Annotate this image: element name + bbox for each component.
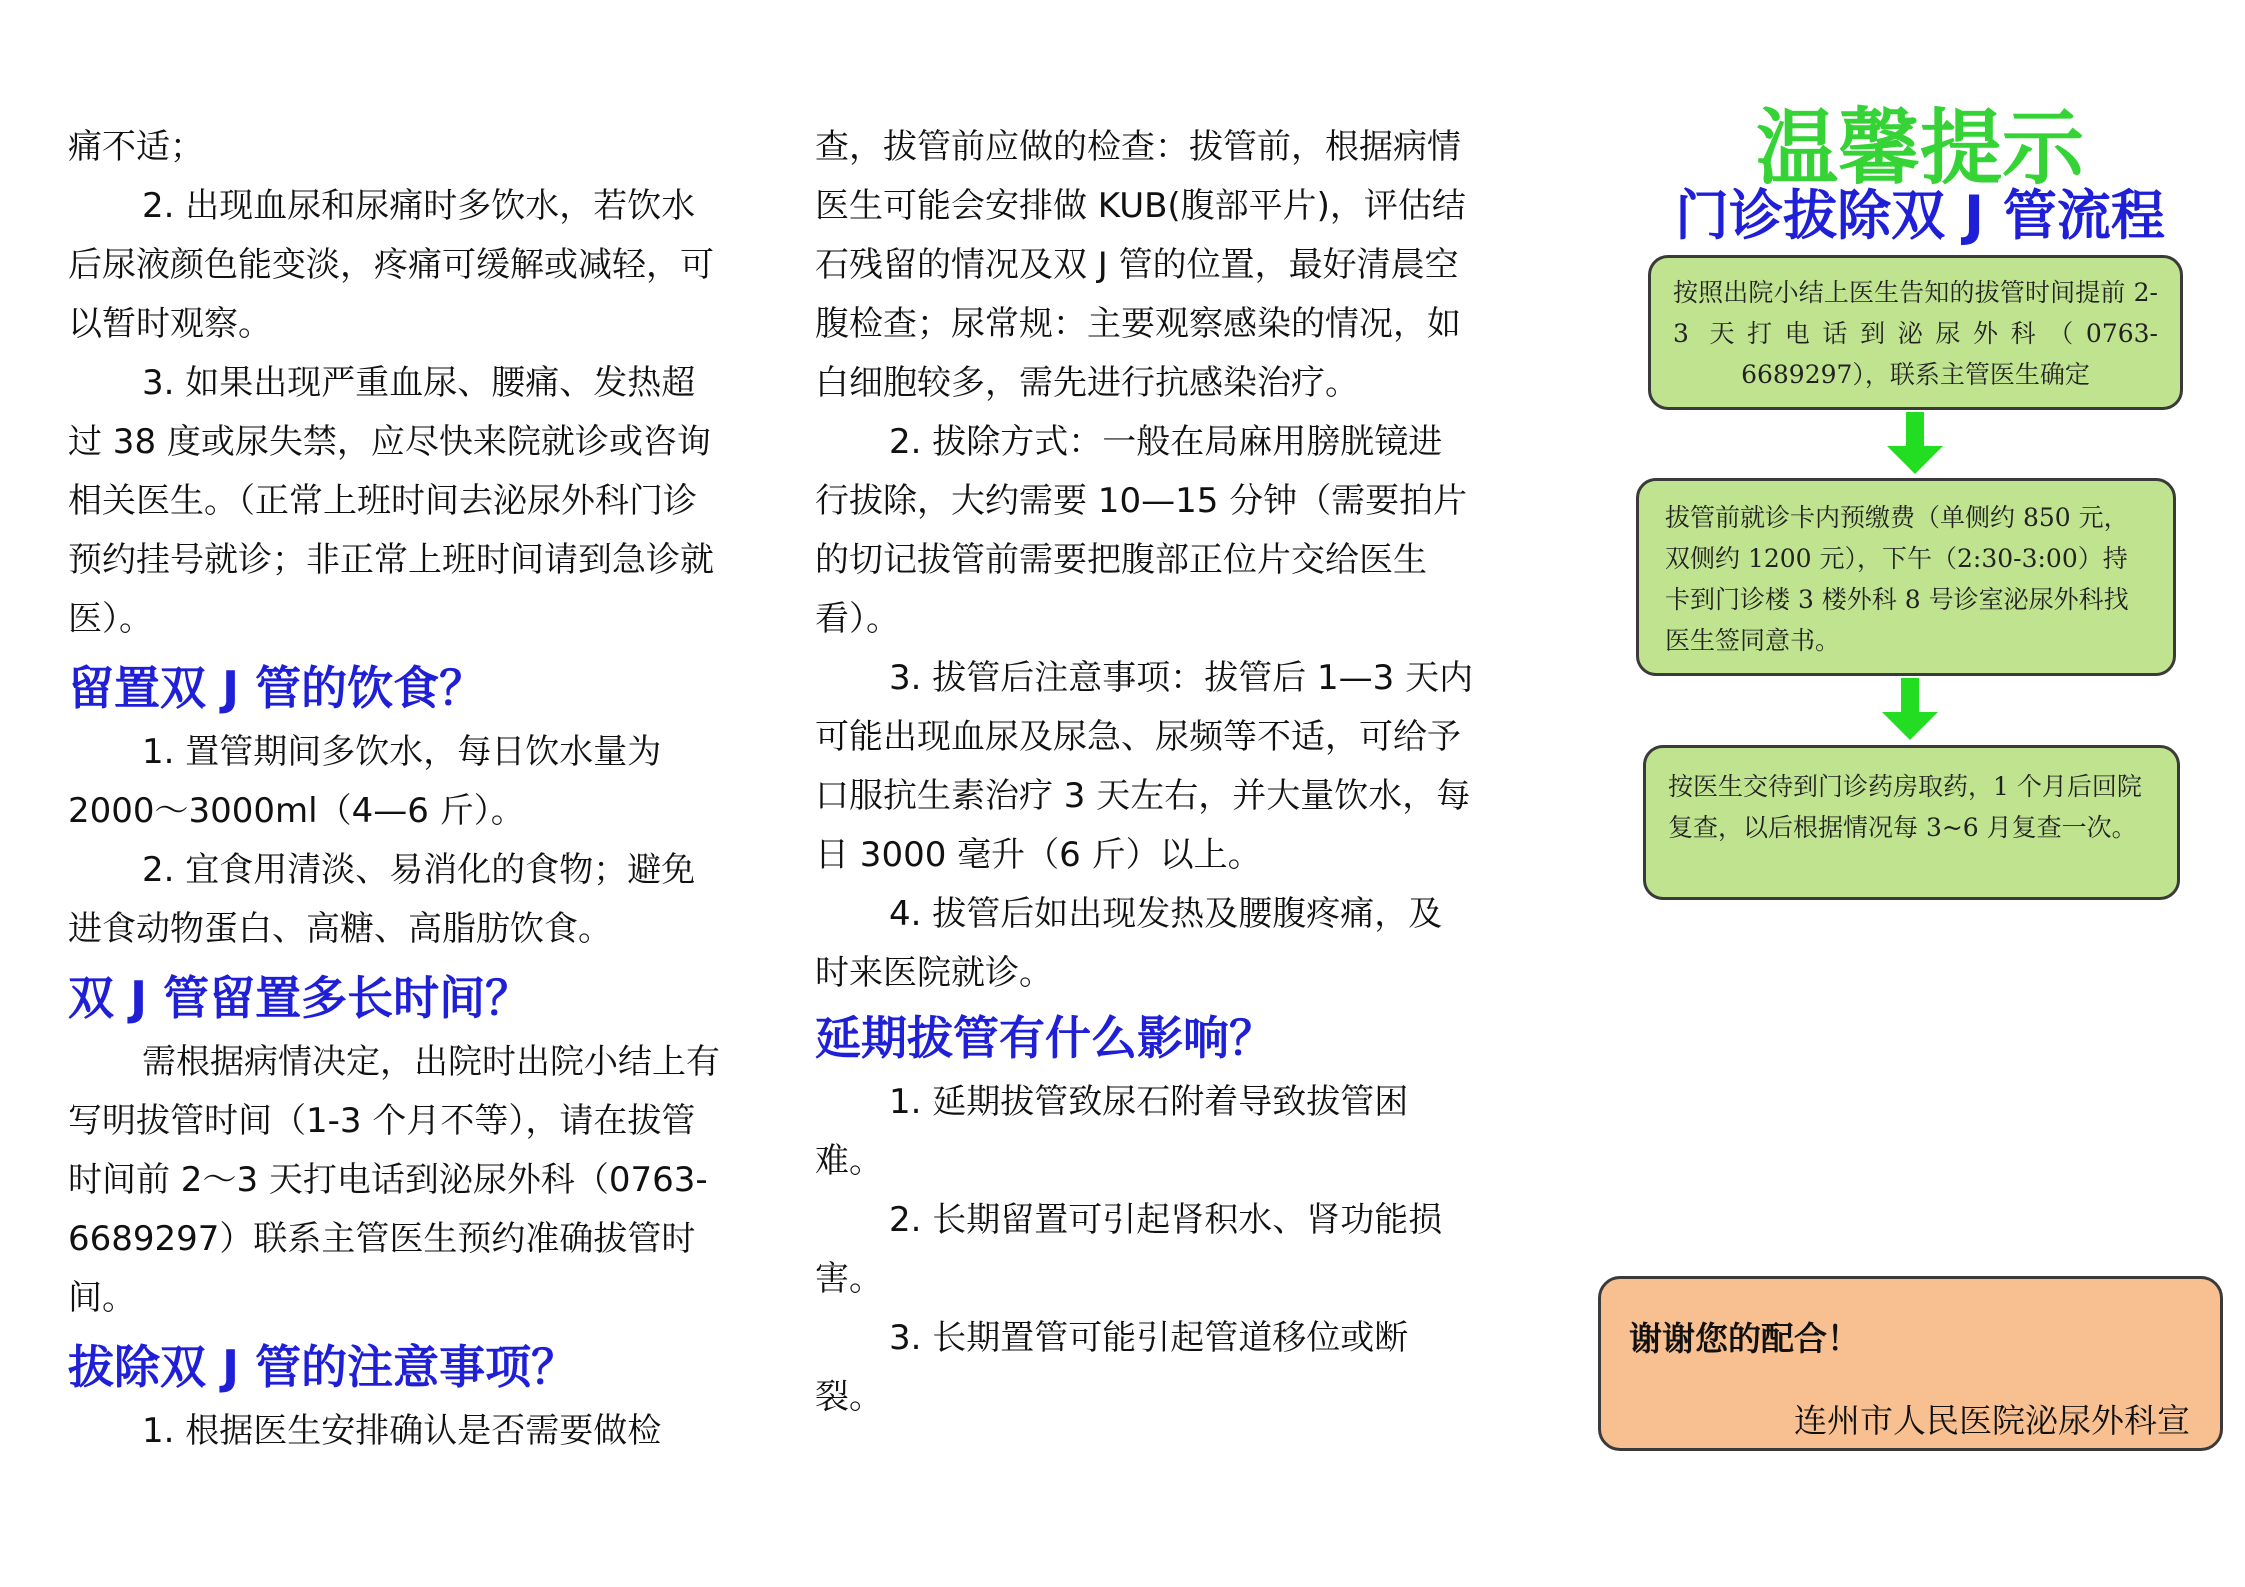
heading-removal: 拔除双 J 管的注意事项？ <box>68 1340 578 1394</box>
paragraph: 2. 长期留置可引起肾积水、肾功能损害。 <box>815 1200 1443 1299</box>
column-1 <box>68 118 728 1461</box>
paragraph: 查，拔管前应做的检查：拔管前，根据病情医生可能会安排做 KUB(腹部平片)，评估结石残留的情况及双 J 管的位置，最好清晨空腹检查；尿常规：主要观察感染的情况，如白细胞较多，需先进行抗感染治疗。 <box>815 127 1466 403</box>
thanks-box <box>1598 1276 2223 1451</box>
paragraph: 1. 延期拔管致尿石附着导致拔管困难。 <box>815 1082 1409 1181</box>
paragraph: 痛不适； <box>68 127 204 167</box>
paragraph: 2. 宜食用清淡、易消化的食物；避免进食动物蛋白、高糖、高脂肪饮食。 <box>68 850 696 949</box>
flow-step-2: 拔管前就诊卡内预缴费（单侧约 850 元，双侧约 1200 元），下午（2:30-3:00）持卡到门诊楼 3 楼外科 8 号诊室泌尿外科找医生签同意书。 <box>1636 478 2176 676</box>
paragraph: 3. 如果出现严重血尿、腰痛、发热超过 38 度或尿失禁，应尽快来院就诊或咨询相关医生。（正常上班时间去泌尿外科门诊预约挂号就诊；非正常上班时间请到急诊就医）。 <box>68 363 714 639</box>
paragraph: 3. 长期置管可能引起管道移位或断裂。 <box>815 1318 1409 1417</box>
paragraph: 4. 拔管后如出现发热及腰腹疼痛，及时来医院就诊。 <box>815 894 1443 993</box>
flow-step-1: 按照出院小结上医生告知的拔管时间提前 2-3 天打电话到泌尿外科（0763-6689297），联系主管医生确定 <box>1648 255 2183 410</box>
paragraph: 2. 出现血尿和尿痛时多饮水，若饮水后尿液颜色能变淡，疼痛可缓解或减轻，可以暂时观察。 <box>68 186 714 344</box>
paragraph: 3. 拔管后注意事项：拔管后 1—3 天内可能出现血尿及尿急、尿频等不适，可给予口服抗生素治疗 3 天左右，并大量饮水，每日 3000 毫升（6 斤）以上。 <box>815 658 1474 875</box>
panel-subtitle: 门诊拔除双 J 管流程 <box>1675 184 2165 247</box>
flow-step-3: 按医生交待到门诊药房取药，1 个月后回院复查，以后根据情况每 3~6 月复查一次。 <box>1643 745 2180 900</box>
issuer-text: 连州市人民医院泌尿外科宣 <box>1794 1401 2190 1440</box>
paragraph: 1. 根据医生安排确认是否需要做检 <box>142 1411 662 1451</box>
panel-title: 温馨提示 <box>1755 100 2084 196</box>
paragraph: 2. 拔除方式：一般在局麻用膀胱镜进行拔除，大约需要 10—15 分钟（需要拍片的切记拔管前需要把腹部正位片交给医生看）。 <box>815 422 1468 639</box>
heading-diet: 留置双 J 管的饮食？ <box>68 661 486 715</box>
paragraph: 需根据病情决定，出院时出院小结上有写明拔管时间（1-3 个月不等），请在拔管时间前 2～3 天打电话到泌尿外科（0763-6689297）联系主管医生预约准确拔管时间。 <box>68 1042 720 1318</box>
paragraph: 1. 置管期间多饮水，每日饮水量为 2000～3000ml（4—6 斤）。 <box>68 732 662 831</box>
heading-duration: 双 J 管留置多长时间？ <box>68 971 532 1025</box>
column-2 <box>815 118 1475 1427</box>
thanks-text: 谢谢您的配合！ <box>1629 1319 1860 1358</box>
heading-delay: 延期拔管有什么影响？ <box>815 1011 1275 1065</box>
